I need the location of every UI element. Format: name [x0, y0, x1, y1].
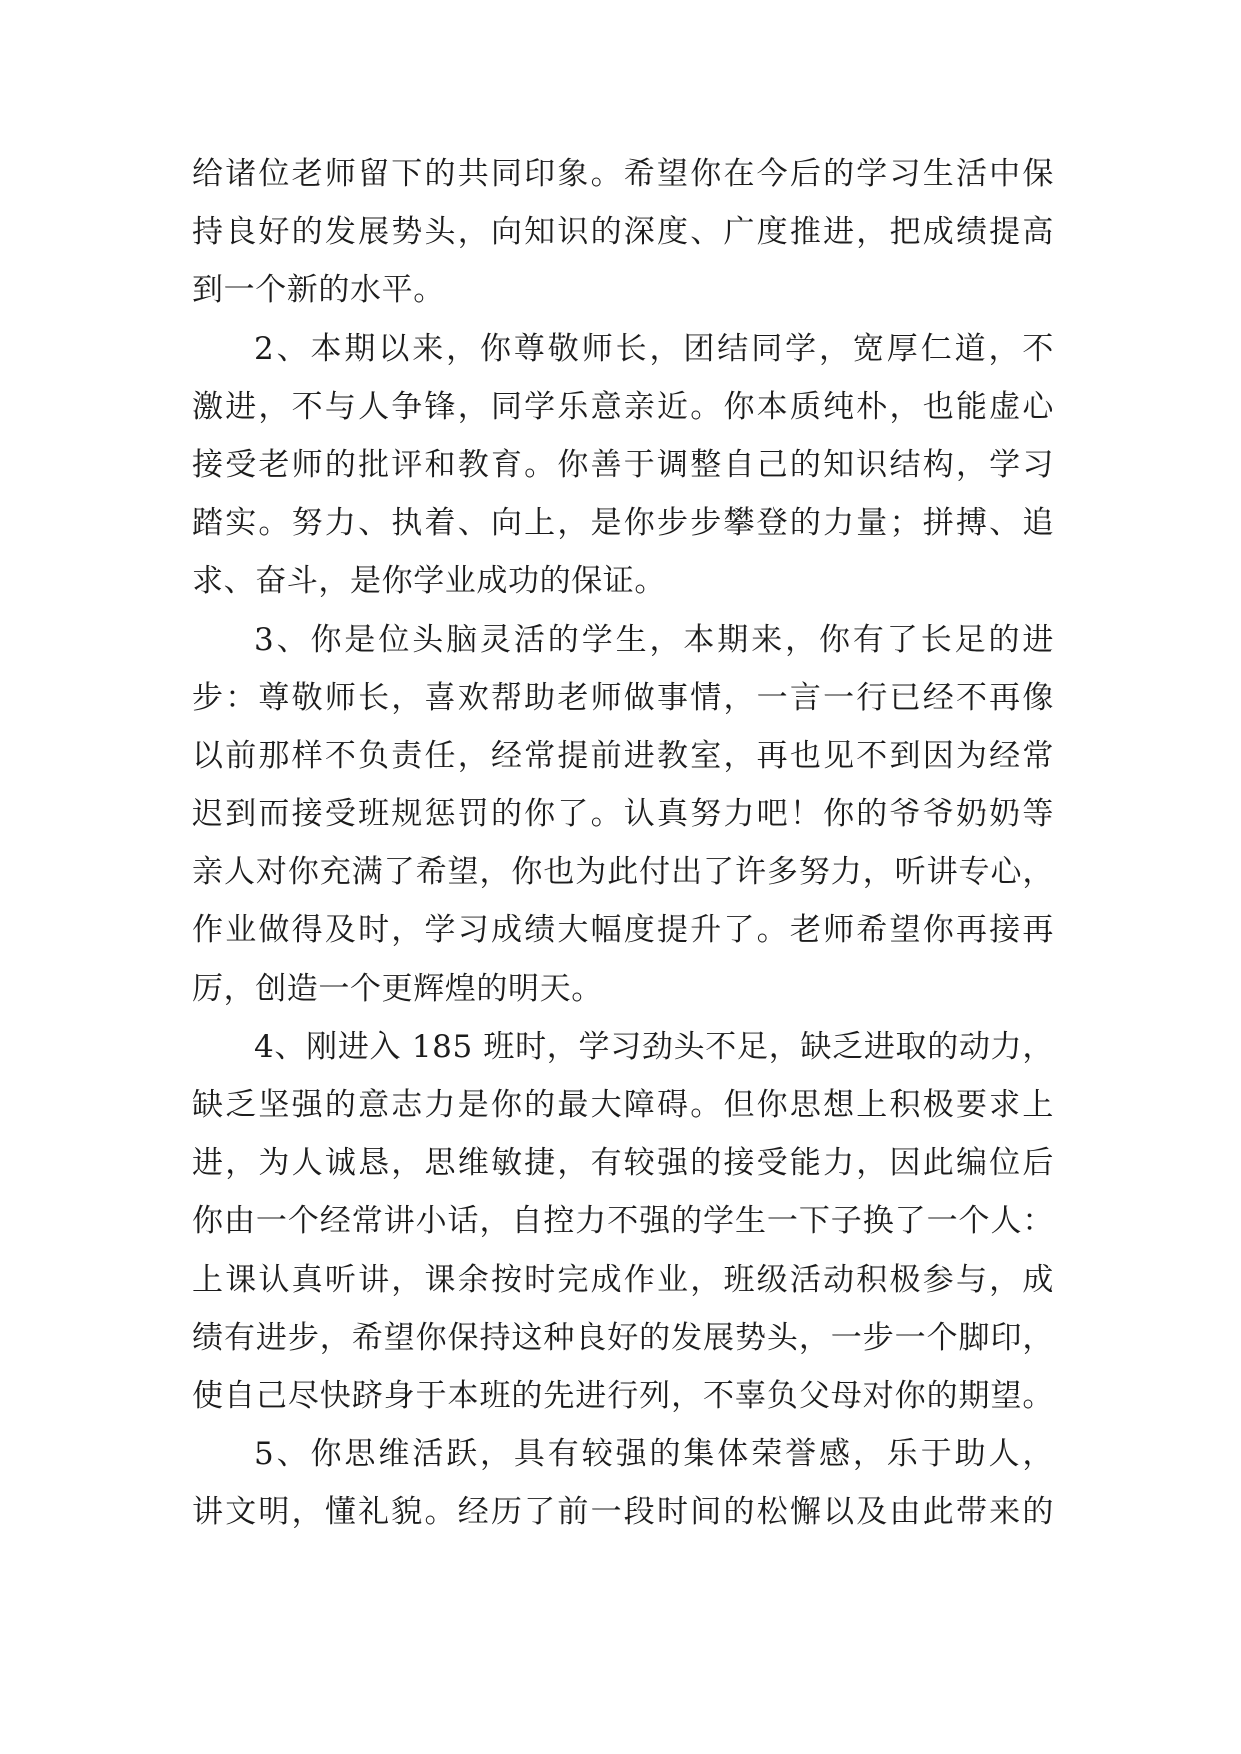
text-line: 亲人对你充满了希望，你也为此付出了许多努力，听讲专心，	[192, 854, 1054, 891]
text-line: 2、本期以来，你尊敬师长，团结同学，宽厚仁道，不	[254, 330, 1054, 367]
text-line: 到一个新的水平。	[192, 272, 445, 309]
text-line: 迟到而接受班规惩罚的你了。认真努力吧！你的爷爷奶奶等	[192, 796, 1054, 833]
text-line: 使自己尽快跻身于本班的先进行列，不辜负父母对你的期望。	[192, 1377, 1054, 1414]
text-line: 你由一个经常讲小话，自控力不强的学生一下子换了一个人：	[192, 1203, 1054, 1240]
text-line: 绩有进步，希望你保持这种良好的发展势头，一步一个脚印，	[192, 1319, 1054, 1356]
text-line: 踏实。努力、执着、向上，是你步步攀登的力量；拼搏、追	[192, 505, 1054, 542]
text-line: 步：尊敬师长，喜欢帮助老师做事情，一言一行已经不再像	[192, 679, 1054, 716]
text-line: 给诸位老师留下的共同印象。希望你在今后的学习生活中保	[192, 156, 1054, 192]
paragraph-2	[192, 320, 1054, 611]
text-line: 接受老师的批评和教育。你善于调整自己的知识结构，学习	[192, 446, 1054, 483]
text-line: 讲文明，懂礼貌。经历了前一段时间的松懈以及由此带来的	[192, 1494, 1054, 1531]
paragraph-4	[192, 1018, 1054, 1425]
paragraph-1	[192, 145, 1054, 320]
text-line: 上课认真听讲，课余按时完成作业，班级活动积极参与，成	[192, 1261, 1054, 1298]
text-line: 以前那样不负责任，经常提前进教室，再也见不到因为经常	[192, 737, 1054, 774]
text-line: 进，为人诚恳，思维敏捷，有较强的接受能力，因此编位后	[192, 1145, 1054, 1182]
text-line: 作业做得及时，学习成绩大幅度提升了。老师希望你再接再	[192, 912, 1054, 949]
text-line: 持良好的发展势头，向知识的深度、广度推进，把成绩提高	[192, 214, 1054, 251]
paragraph-3	[192, 611, 1054, 1018]
document-body	[192, 145, 1054, 1542]
text-line: 求、奋斗，是你学业成功的保证。	[192, 563, 666, 600]
paragraph-5	[192, 1425, 1054, 1541]
text-line: 缺乏坚强的意志力是你的最大障碍。但你思想上积极要求上	[192, 1087, 1054, 1123]
text-line: 3、你是位头脑灵活的学生，本期来，你有了长足的进	[254, 621, 1054, 658]
text-line: 4、刚进入 185 班时，学习劲头不足，缺乏进取的动力，	[254, 1028, 1054, 1065]
text-line: 5、你思维活跃，具有较强的集体荣誉感，乐于助人，	[254, 1436, 1054, 1473]
text-line: 激进，不与人争锋，同学乐意亲近。你本质纯朴，也能虚心	[192, 388, 1054, 425]
text-line: 厉，创造一个更辉煌的明天。	[192, 970, 603, 1007]
